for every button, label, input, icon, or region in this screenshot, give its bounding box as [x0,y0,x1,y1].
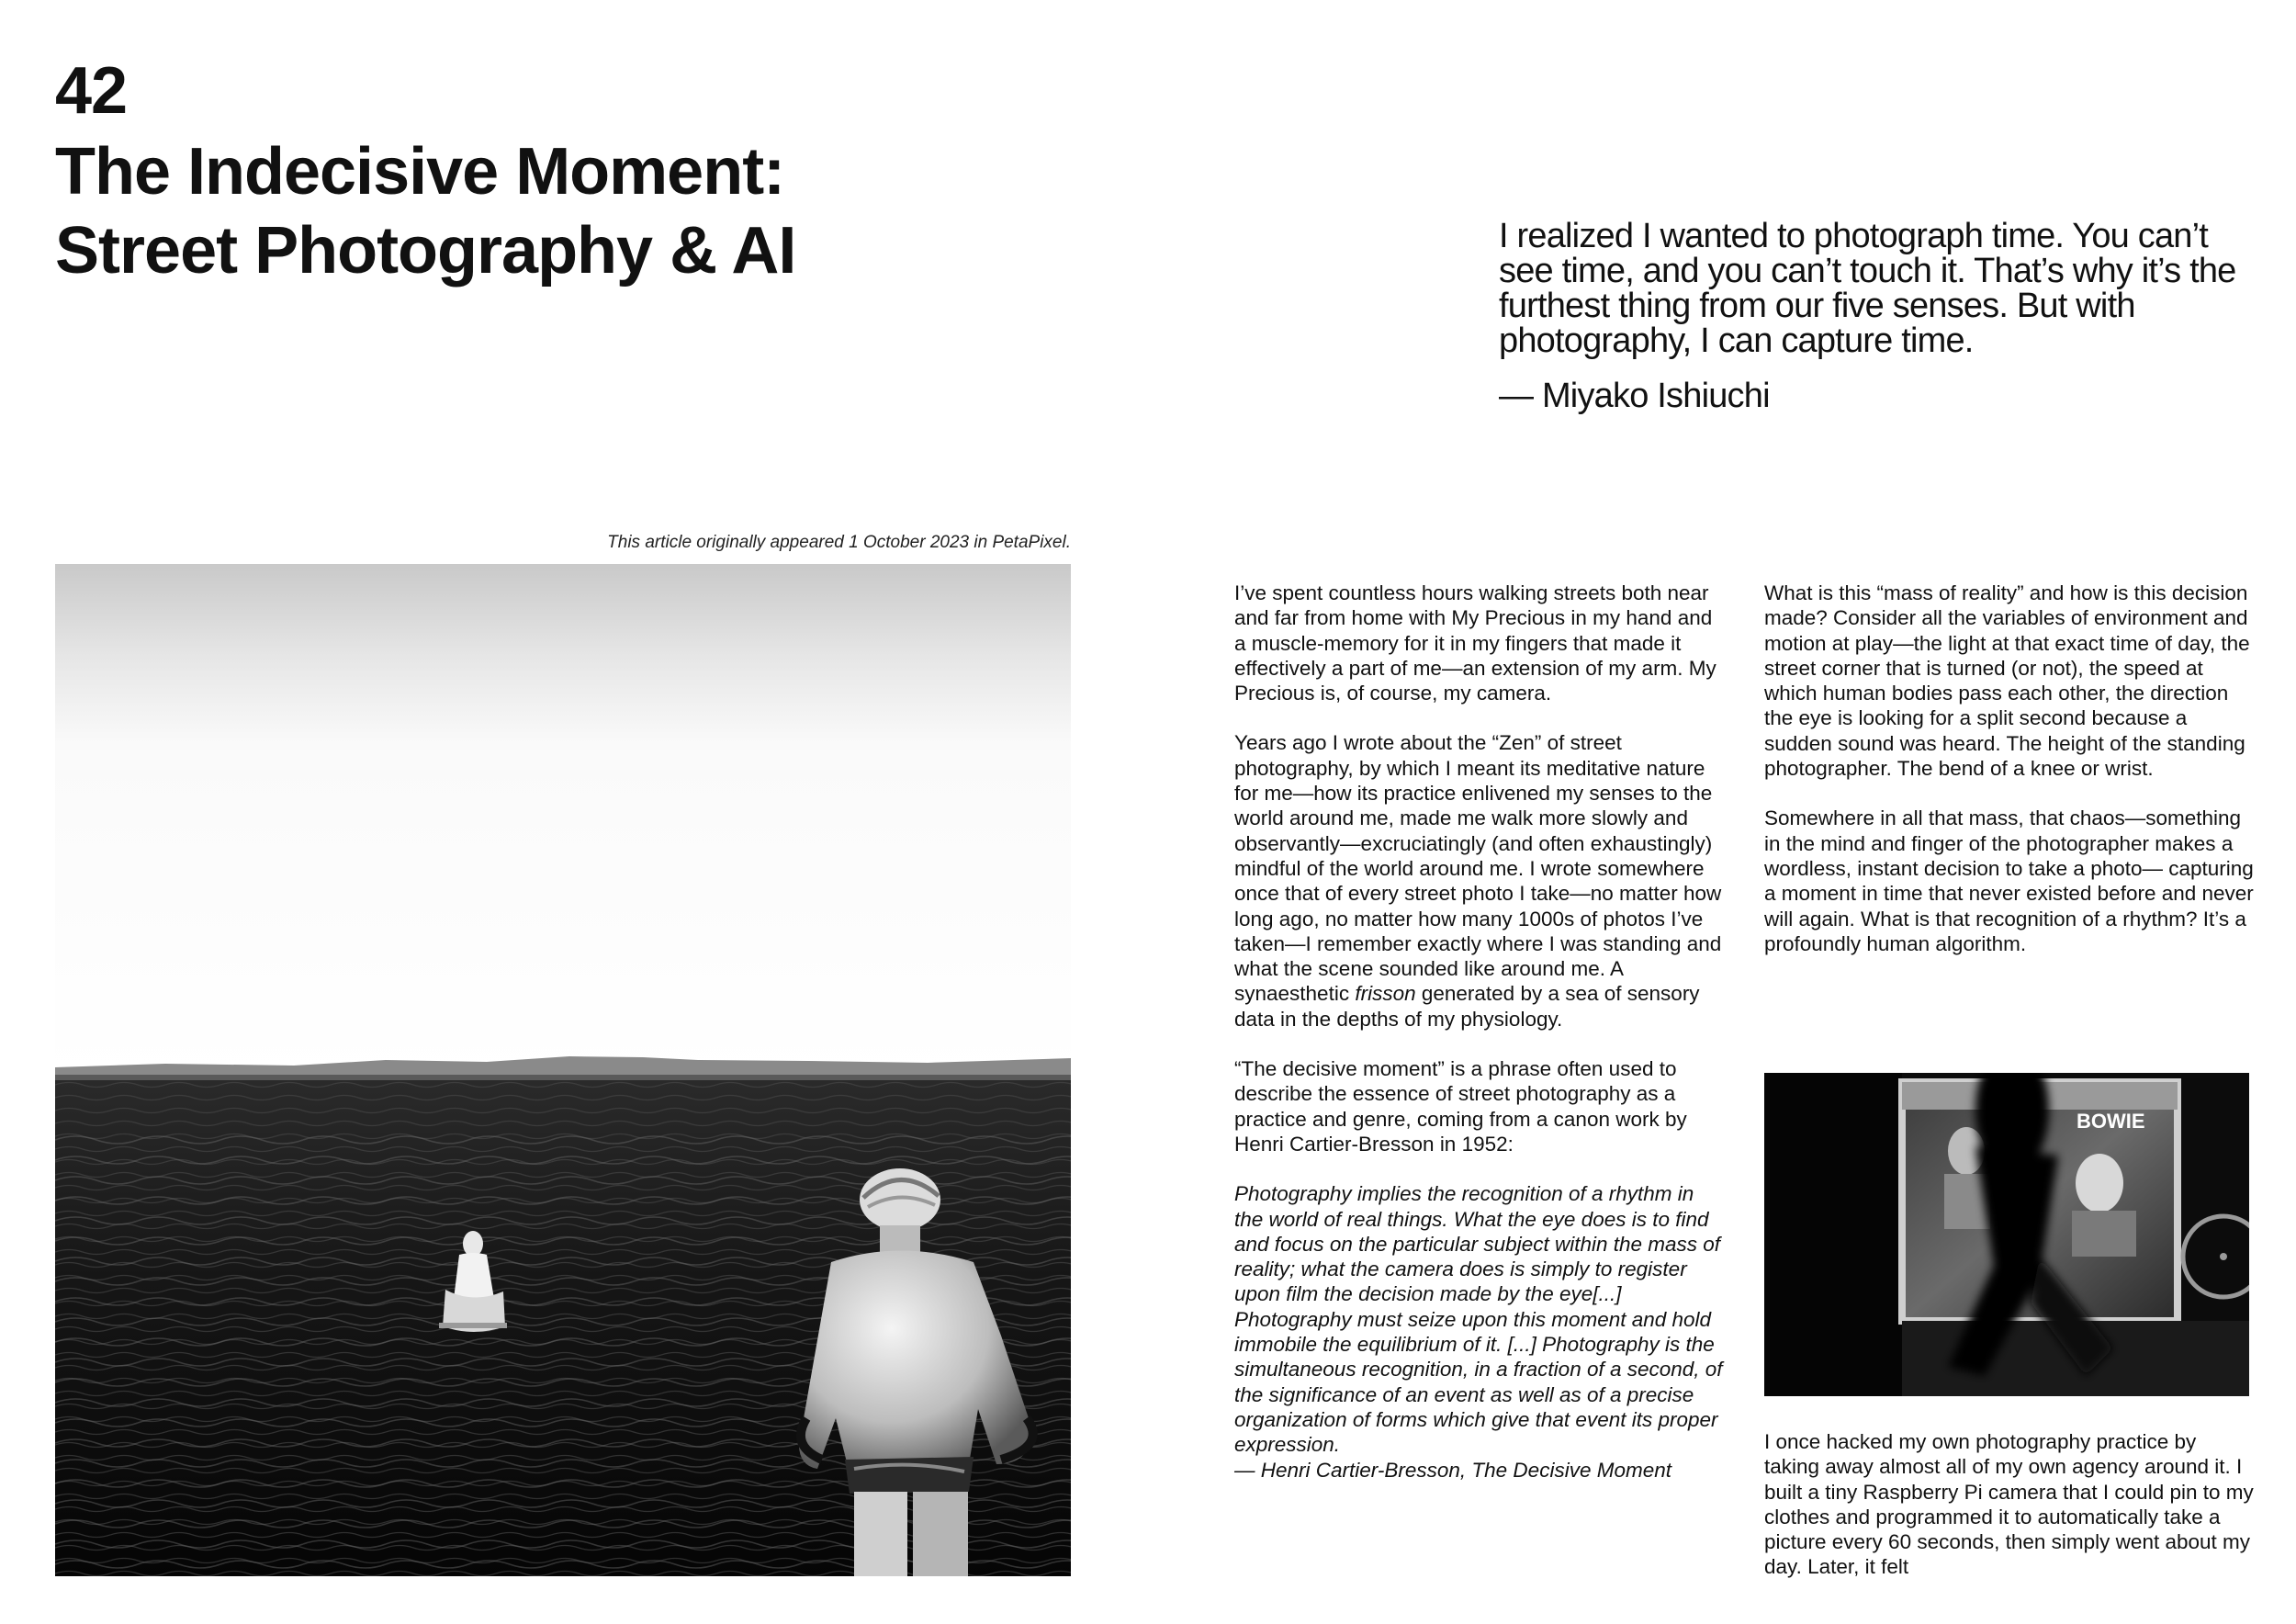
paragraph: Somewhere in all that mass, that chaos—something in the mind and finger of the photographer makes a wordless, instant decision to take a photo— capturing a moment in time that never existed before and never will again. What is that recognition of a rhythm? It’s a profoundly human algorithm. [1764,806,2254,955]
epigraph [1499,219,2261,413]
block-quote-attribution: — Henri Cartier-Bresson, The Decisive Moment [1234,1458,1671,1482]
paragraph: What is this “mass of reality” and how is this decision made? Consider all the variables of environment and motion at play—the light at that exact time of day, the street corner that is turned (or not), the speed at which human bodies pass each other, the direction the eye is looking for a split second because a sudden sound was heard. The height of the standing photographer. The bend of a knee or wrist. [1764,581,2250,781]
epigraph-quote: I realized I wanted to photograph time. You can’t see time, and you can’t touch it. That’s why it’s the furthest thing from our five senses. But with photography, I can capture time. [1499,217,2236,360]
source-note: This article originally appeared 1 October 2023 in PetaPixel. [607,533,1071,552]
body-column-right [1764,581,2257,981]
body-column-left [1234,581,1727,1507]
article-title-line-2: Street Photography & AI [55,214,796,288]
chapter-number: 42 [55,54,128,128]
paragraph: I once hacked my own photography practice by taking away almost all of my own agency around it. I built a tiny Raspberry Pi camera that I could pin to my clothes and programmed it to automatically take a picture every 60 seconds, then simply went about my day. Later, it felt [1764,1430,2254,1579]
paragraph: I’ve spent countless hours walking streets both near and far from home with My Precious in my hand and a muscle-memory for it in my fingers that made it effectively a part of me—an extension of my arm. My Precious is, of course, my camera. [1234,581,1716,705]
sky [55,564,1071,1078]
paragraph: “The decisive moment” is a phrase often used to describe the essence of street photography as a practice and genre, coming from a canon work by Henri Cartier-Bresson in 1952: [1234,1057,1687,1156]
emphasis: frisson [1355,982,1416,1006]
body-column-right-continued [1764,1429,2257,1605]
article-title-line-1: The Indecisive Moment: [55,135,785,209]
epigraph-attribution: — Miyako Ishiuchi [1499,377,1770,415]
paragraph: Years ago I wrote about the “Zen” of street photography, by which I meant its meditative nature for me—how its practice enlivened my senses to the world around me, made me walk more slowly and observantly—excruciatingly (and often exhaustingly) mindful of the world around me. I wrote somewhere once that of every street photo I take—no matter how long ago, no matter how many 1000s of photos I’ve taken—I remember exactly where I was standing and what the scene sounded like around me. A synaesthetic frisson generated by a sea of sensory data in the depths of my physiology. [1234,731,1722,1031]
poster-text: BOWIE [2077,1110,2145,1133]
block-quote [1234,1181,1727,1483]
block-quote-text: Photography implies the recognition of a rhythm in the world of real things. What the eye does is to find and focus on the particular subject within the mass of reality; what the camera does is simply to register upon film the decision made by the eye[...] Photography must seize upon this moment and hold immobile the equilibrium of it. [...] Photography is the simultaneous recognition, in a fraction of a second, of the significance of an event as well as of a precise organization of forms which give that event its proper expression. [1234,1182,1723,1457]
main-photo-swimmers [55,564,1071,1576]
small-photo-shop-window [1764,1073,2249,1396]
